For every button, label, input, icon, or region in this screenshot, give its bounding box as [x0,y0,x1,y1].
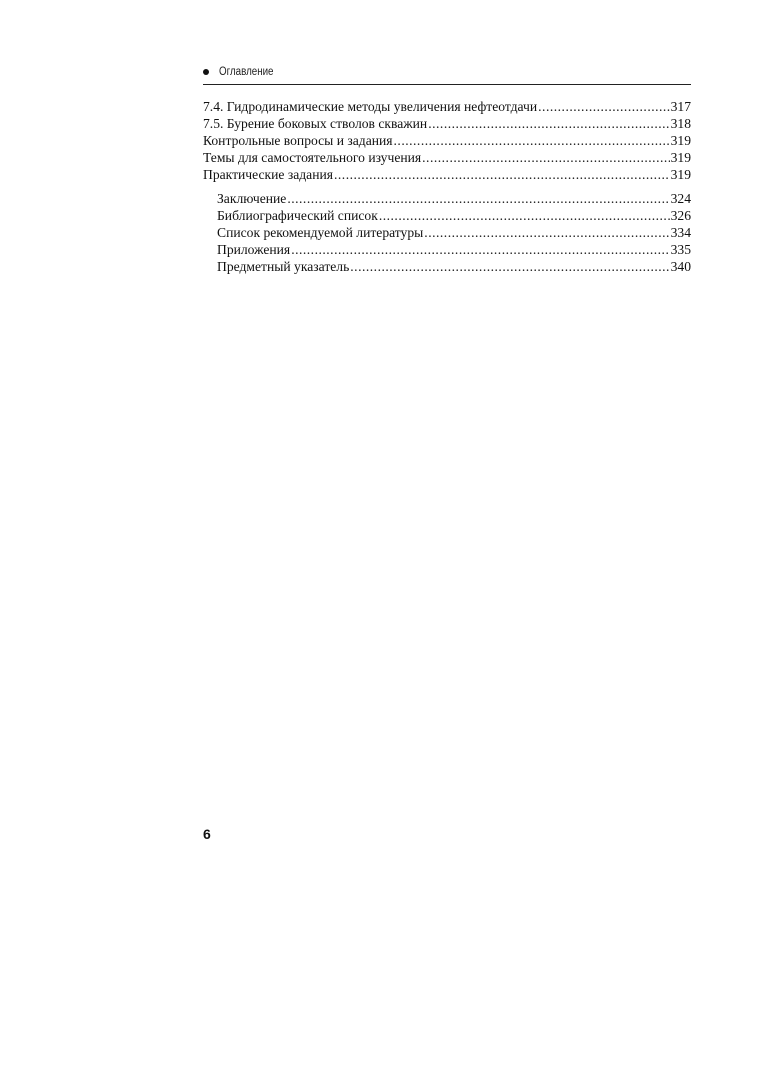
toc-entry-page: 326 [670,208,691,223]
running-header-title: Оглавление [219,66,274,78]
toc-entry-title: Контрольные вопросы и задания [203,133,393,148]
toc-entry-title: 7.4. Гидродинамические методы увеличения нефтеотдачи [203,99,538,114]
table-of-contents [203,98,691,275]
toc-leader-dots [350,258,669,275]
toc-entry-title: Заключение [217,191,287,206]
toc-entry-title: Приложения [217,242,291,257]
toc-entry [203,98,691,115]
toc-leader-dots [538,98,669,115]
toc-entry-page: 334 [670,225,691,240]
toc-entry-title: Предметный указатель [217,259,350,274]
page-number: 6 [203,826,211,842]
toc-leader-dots [428,115,669,132]
toc-leader-dots [287,190,669,207]
toc-entry-page: 340 [670,259,691,274]
toc-entry-page: 319 [670,150,691,165]
toc-entry [203,166,691,183]
toc-main-group [203,98,691,183]
toc-entry-title: 7.5. Бурение боковых стволов скважин [203,116,428,131]
toc-entry [203,190,691,207]
toc-entry-page: 317 [670,99,691,114]
toc-entry [203,149,691,166]
toc-leader-dots [424,224,669,241]
toc-entry [203,207,691,224]
toc-entry-page: 335 [670,242,691,257]
toc-entry-page: 319 [670,133,691,148]
toc-leader-dots [379,207,670,224]
toc-entry-page: 324 [670,191,691,206]
toc-entry [203,132,691,149]
toc-entry [203,224,691,241]
toc-entry-title: Библиографический список [217,208,378,223]
toc-entry [203,115,691,132]
running-header [203,64,691,85]
toc-entry-page: 319 [670,167,691,182]
toc-entry-title: Практические задания [203,167,333,182]
toc-entry [203,241,691,258]
toc-leader-dots [422,149,669,166]
toc-entry [203,258,691,275]
toc-leader-dots [394,132,670,149]
bullet-icon [203,69,209,75]
toc-back-matter-group [203,190,691,275]
toc-entry-page: 318 [670,116,691,131]
toc-entry-title: Список рекомендуемой литературы [217,225,424,240]
toc-entry-title: Темы для самостоятельного изучения [203,150,422,165]
toc-leader-dots [334,166,670,183]
toc-leader-dots [291,241,669,258]
